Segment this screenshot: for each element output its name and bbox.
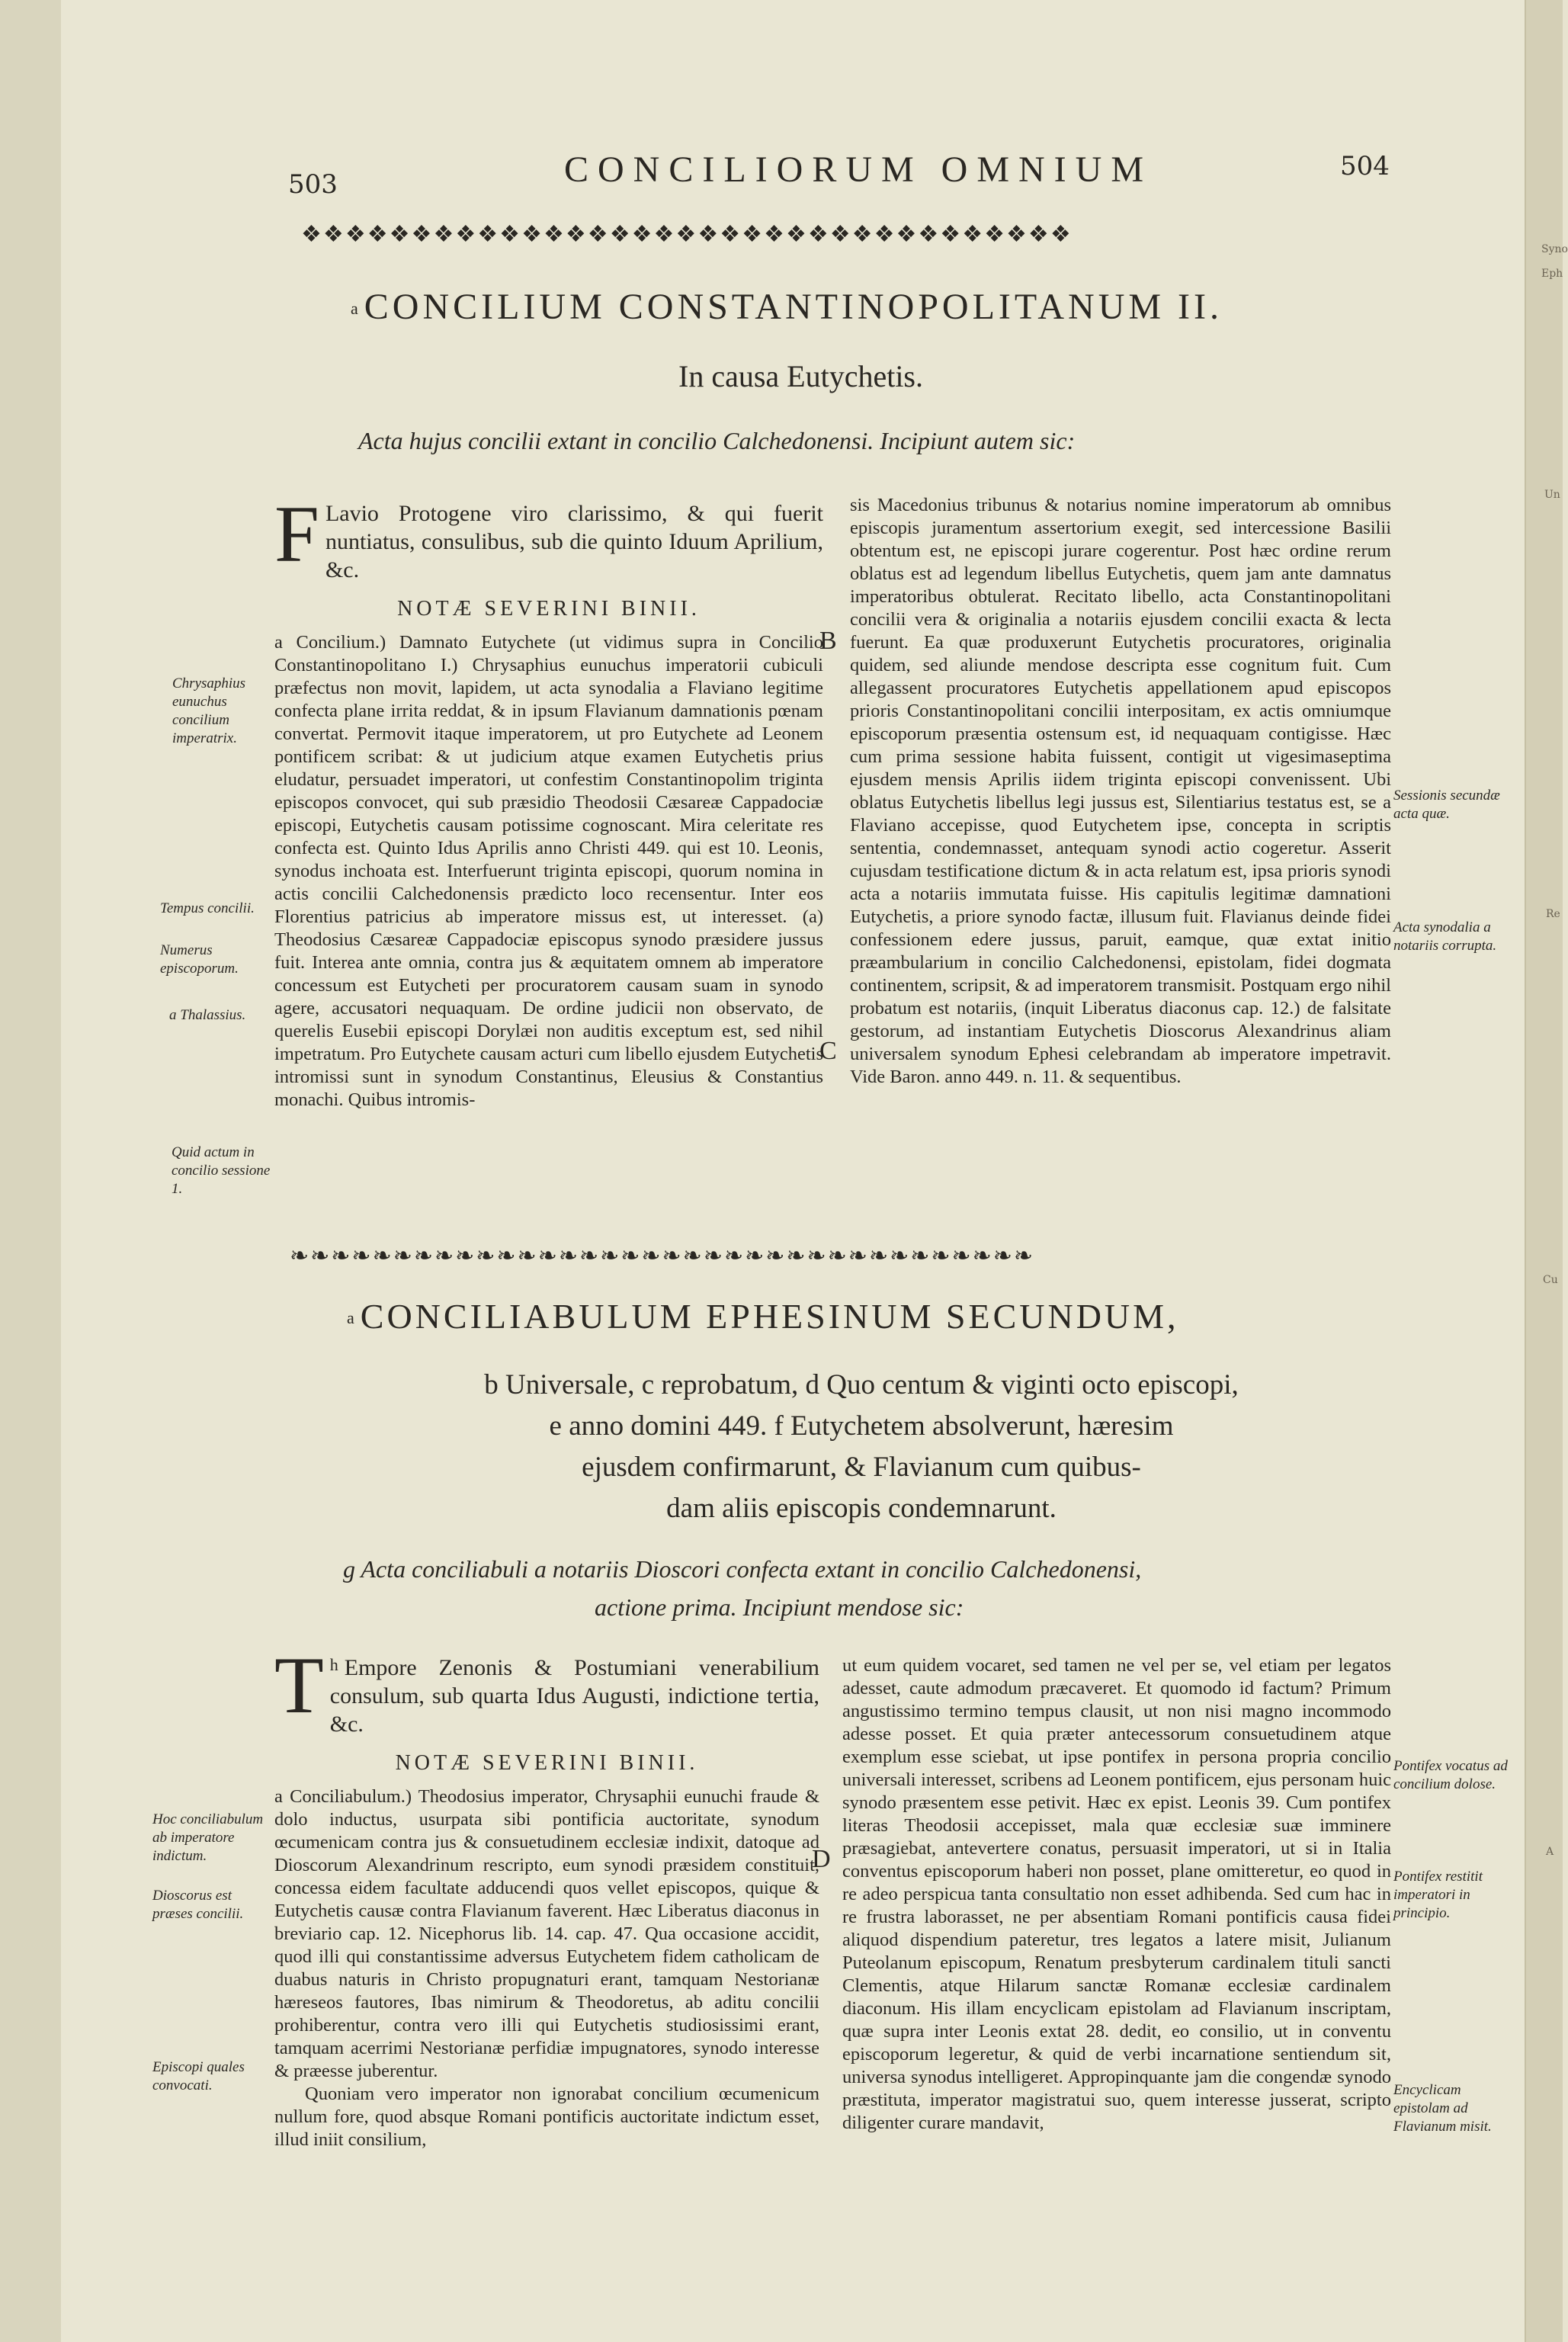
margin-note: Pontifex vocatus ad concilium dolose. bbox=[1393, 1758, 1508, 1792]
ornament-glyph: ❧ bbox=[682, 1243, 702, 1269]
ornament-glyph: ❖ bbox=[1050, 221, 1071, 248]
margin-note: Tempus concilii. bbox=[160, 900, 255, 916]
margin-note: Quid actum in concilio sessione 1. bbox=[172, 1144, 271, 1197]
edge-fragment: A bbox=[1546, 1846, 1554, 1858]
ornament-glyph: ❧ bbox=[579, 1243, 599, 1269]
ornament-glyph: ❖ bbox=[962, 221, 983, 248]
ornament-glyph: ❖ bbox=[874, 221, 895, 248]
ornament-glyph: ❖ bbox=[764, 221, 784, 248]
section2-notes-heading: NOTÆ SEVERINI BINII. bbox=[395, 1751, 699, 1775]
ornament-glyph: ❧ bbox=[745, 1243, 765, 1269]
ornament-glyph: ❖ bbox=[631, 221, 653, 248]
ornament-glyph: ❧ bbox=[890, 1243, 909, 1269]
ornament-glyph: ❧ bbox=[931, 1243, 951, 1269]
ornament-glyph: ❧ bbox=[827, 1243, 847, 1269]
section2-note-letter: a bbox=[347, 1308, 354, 1327]
ornament-glyph: ❧ bbox=[765, 1243, 785, 1269]
ornament-glyph: ❧ bbox=[455, 1243, 475, 1269]
edge-fragment: Re bbox=[1546, 908, 1560, 920]
margin-note: Pontifex restitit imperatori in principio. bbox=[1393, 1869, 1483, 1921]
ornament-band-top bbox=[301, 221, 1384, 249]
section2-subtitle-line: b Universale, c reprobatum, d Quo centum & viginti octo episcopi, bbox=[484, 1369, 1239, 1400]
ornament-glyph: ❧ bbox=[868, 1243, 889, 1269]
section2-subtitle-line: ejusdem confirmarunt, & Flavianum cum quibus- bbox=[582, 1452, 1141, 1483]
ornament-glyph: ❧ bbox=[558, 1243, 578, 1269]
ornament-glyph: ❖ bbox=[785, 221, 806, 248]
ornament-glyph: ❧ bbox=[476, 1243, 495, 1269]
ornament-glyph: ❖ bbox=[984, 221, 1005, 248]
ornament-glyph: ❖ bbox=[322, 221, 344, 248]
section2-right-column bbox=[842, 1654, 1391, 2135]
section1-acta-line: Acta hujus concilii extant in concilio Calchedonensi. Incipiunt autem sic: bbox=[358, 427, 1076, 454]
ornament-glyph: ❖ bbox=[499, 221, 521, 248]
margin-note: Sessionis secundæ acta quæ. bbox=[1393, 788, 1500, 822]
ornament-glyph: ❖ bbox=[1006, 221, 1027, 248]
margin-note: Acta synodalia a notariis corrupta. bbox=[1393, 919, 1497, 954]
ornament-glyph: ❧ bbox=[393, 1243, 412, 1269]
margin-note: Dioscorus est præses concilii. bbox=[152, 1888, 244, 1922]
section2-acta-line-2: actione prima. Incipiunt mendose sic: bbox=[595, 1593, 964, 1621]
ornament-glyph: ❖ bbox=[367, 221, 388, 248]
section2-intro bbox=[274, 1641, 819, 1738]
ornament-glyph: ❖ bbox=[940, 221, 961, 248]
section2-left-column bbox=[274, 1641, 819, 2151]
edge-fragment: Syno bbox=[1541, 243, 1568, 255]
section2-title-text: CONCILIABULUM EPHESINUM SECUNDUM, bbox=[360, 1297, 1179, 1336]
ornament-glyph: ❖ bbox=[742, 221, 763, 248]
ornament-glyph: ❧ bbox=[972, 1243, 992, 1269]
ornament-glyph: ❖ bbox=[697, 221, 719, 248]
section2-right-text: ut eum quidem vocaret, sed tamen ne vel per se, vel etiam per legatos adesset, caute admodum præcaveret. Et quomodo id factum? Primum angustissimo termino tempus clausit, ut non nisi magno incommodo adesse posset. Et quia præter antecessorum consuetudinem atque exemplum esse sciebat, ut ipse pontifex in persona propria concilio universali interesset, scribens ad Leonem pontificem, ejus personam huic synodo præsentem esse petivit. Hæc ex epist. Leonis 39. Cum pontifex literas Theodosii accepisset, mala quæ ecclesiæ suæ imminere præsagiebat, antevertere conatus, persuasit imperatori, ut si in Italia conventus episcoporum haberi non posset, plane omitteretur, eo quod in re adeo perspicua tanta consultatio non esset adhibenda. Sed cum hac in re frustra laborasset, ne per absentiam Romani pontificis causa fidei aliquod dispendium pateretur, tres legatos a latere misit, Julianum Puteolanum episcopum, Renatum presbyterum cardinalem tituli sancti Clementis, atque Hilarum sanctæ Romanæ ecclesiæ cardinalem diaconum. His illam encyclicam epistolam ad Flavianum inscriptam, quæ supra inter Leonis extat 28. dedit, eo consilio, ut in conventu episcoporum legeretur, & quid de verbi incarnatione sentiendum sit, universa synodus intelligeret. Appropinquante jam die congendæ synodo præstituta, imperator magistratui suo, quem interesse jusserat, scripto diligenter curare mandavit, bbox=[842, 1655, 1391, 2133]
section1-right-column bbox=[850, 494, 1391, 1089]
ornament-glyph: ❧ bbox=[600, 1243, 620, 1269]
edge-fragment: Cu bbox=[1543, 1274, 1558, 1286]
right-page-number: 504 bbox=[1340, 151, 1390, 181]
ornament-glyph: ❖ bbox=[411, 221, 432, 248]
ornament-glyph: ❖ bbox=[301, 221, 322, 248]
ornament-glyph: ❧ bbox=[951, 1243, 971, 1269]
binding-gutter bbox=[0, 0, 61, 2342]
ornament-glyph: ❖ bbox=[675, 221, 697, 248]
column-letter-b: B bbox=[819, 627, 837, 655]
running-title: CONCILIORUM OMNIUM bbox=[564, 149, 1153, 190]
section2-notes-text-2: Quoniam vero imperator non ignorabat concilium œcumenicum nullum fore, quod absque Romani pontificis auctoritate indictum esset, illud iniit consilium, bbox=[274, 2084, 819, 2150]
ornament-glyph: ❖ bbox=[918, 221, 939, 248]
ornament-glyph: ❖ bbox=[807, 221, 829, 248]
section1-notes-heading: NOTÆ SEVERINI BINII. bbox=[397, 597, 701, 621]
margin-note: Numerus episcoporum. bbox=[160, 942, 239, 977]
section1-intro bbox=[274, 489, 823, 584]
section1-note-letter: a bbox=[351, 299, 358, 318]
ornament-glyph: ❧ bbox=[662, 1243, 681, 1269]
margin-note: Encyclicam epistolam ad Flavianum misit. bbox=[1393, 2082, 1492, 2135]
ornament-glyph: ❧ bbox=[641, 1243, 661, 1269]
ornament-glyph: ❧ bbox=[434, 1243, 454, 1269]
ornament-glyph: ❧ bbox=[372, 1243, 392, 1269]
left-page-number: 503 bbox=[288, 169, 338, 200]
ornament-glyph: ❖ bbox=[829, 221, 851, 248]
ornament-glyph: ❖ bbox=[543, 221, 564, 248]
ornament-glyph: ❧ bbox=[806, 1243, 826, 1269]
ornament-glyph: ❧ bbox=[310, 1243, 330, 1269]
ornament-glyph: ❧ bbox=[723, 1243, 744, 1269]
section1-intro-text: Lavio Protogene viro clarissimo, & qui fuerit nuntiatus, consulibus, sub die quinto Iduum Aprilium, &c. bbox=[325, 501, 823, 582]
section2-intro-text: Empore Zenonis & Postumiani venerabilium consulum, sub quarta Idus Augusti, indictione tertia, &c. bbox=[329, 1655, 819, 1737]
ornament-glyph: ❧ bbox=[331, 1243, 351, 1269]
section2-notes-text: a Conciliabulum.) Theodosius imperator, Chrysaphii eunuchi fraude & dolo inductus, usurpata sibi pontificia auctoritate, synodum œcumenicam contra jus & consuetudinem ecclesiæ indixit, datoque ad Dioscorum Alexandrinum rescripto, eum synodi præsidem constituit, concessa eidem facultate adducendi quos vellet episcopos, quique & Eutychetis causæ contra Flavianum faverent. Hæc Liberatus diaconus in breviario cap. 12. Nicephorus lib. 14. cap. 47. Qua occasione accidit, quod illi qui constantissime adversus Eutychetem fidem catholicam de duabus naturis in Christo propugnaturi erant, tamquam Nestorianæ hæreseos fautores, Ibas nimirum & Theodoretus, ab aditu concilii prohiberentur, contra vero illi qui Eutychetis studiosissimi erant, tamquam acerrimi Nestorianæ perfidiæ impugnatores, synodo interesse & præesse juberentur. bbox=[274, 1786, 819, 2081]
section1-notes-text: a Concilium.) Damnato Eutychete (ut vidimus supra in Concilio Constantinopolitano I.) Chrysaphius eunuchus imperatorii cubiculi præfectus non movit, lapidem, ut acta synodalia a Flaviano legitime confecta plane irrita reddat, & in ipsum Flavianum damnationis pœnam convertat. Permovit itaque imperatorem, ut pro Eutychete ad Leonem pontificem scribat: & ut judicium atque examen Eutychetis prius eludatur, persuadet imperatori, ut confestim Constantinopolim triginta episcopos convocet, qui sub præsidio Theodosii Cæsareæ Cappadociæ episcopi, Eutychetis causam potissime cognoscant. Mira celeritate res confecta est. Quinto Idus Aprilis anno Christi 449. qui est 10. Leonis, synodus inchoata est. Interfuerunt triginta episcopi, quorum nomina in actis concilii Calchedonensis prædicto loco recensentur. Inter eos Florentius patricius ab imperatore missus est, ut interesset. (a) Theodosius Cæsareæ Cappadociæ episcopus synodo præsidere jussus fuit. Interea ante omnia, contra jus & æquitatem omnem ab imperatore concessum est Eutycheti per procuratorem causam suam in synodo agere, accusatori nequaquam. De ordine judicii non observato, de querelis Eusebii episcopi Dorylæi non auditis exceptum est, sed nihil impetratum. Pro Eutychete causam acturi cum libello ejusdem Eutychetis intromissi sunt in synodum Constantinus, Eleusius & Constantius monachi. Quibus intromis- bbox=[274, 632, 823, 1110]
ornament-band-middle bbox=[290, 1243, 1403, 1270]
column-letter-d: D bbox=[812, 1845, 831, 1873]
ornament-glyph: ❧ bbox=[620, 1243, 640, 1269]
ornament-glyph: ❖ bbox=[851, 221, 873, 248]
ornament-glyph: ❖ bbox=[1028, 221, 1049, 248]
ornament-glyph: ❧ bbox=[517, 1243, 537, 1269]
ornament-glyph: ❧ bbox=[1013, 1243, 1034, 1269]
ornament-glyph: ❧ bbox=[786, 1243, 806, 1269]
ornament-glyph: ❖ bbox=[653, 221, 675, 248]
margin-note: Hoc conciliabulum ab imperatore indictum. bbox=[152, 1811, 264, 1864]
ornament-glyph: ❖ bbox=[521, 221, 542, 248]
next-page-edge bbox=[1525, 0, 1568, 2342]
ornament-glyph: ❖ bbox=[455, 221, 476, 248]
dropcap-t: T bbox=[274, 1641, 324, 1730]
section1-title-text: CONCILIUM CONSTANTINOPOLITANUM II. bbox=[364, 287, 1223, 327]
ornament-glyph: ❧ bbox=[537, 1243, 557, 1269]
ornament-glyph: ❧ bbox=[703, 1243, 723, 1269]
ornament-glyph: ❧ bbox=[413, 1243, 433, 1269]
section2-acta-line-1: g Acta conciliabuli a notariis Dioscori confecta extant in concilio Calchedonensi, bbox=[343, 1555, 1142, 1583]
ornament-glyph: ❖ bbox=[565, 221, 586, 248]
edge-fragment: Un bbox=[1544, 489, 1560, 501]
ornament-glyph: ❧ bbox=[910, 1243, 930, 1269]
ornament-glyph: ❖ bbox=[345, 221, 366, 248]
section1-right-text: sis Macedonius tribunus & notarius nomine imperatorum ab omnibus episcopis juramentum assertorium exegit, sed intercessione Basilii obtentum est, ne episcopi jurare cogerentur. Post hæc ordine rerum oblatus est ad legendum libellus Eutychetis, quem jam ante damnatus imperatoribus obtulerat. Recitato libello, acta Constantinopolitani concilii vera & originalia a notariis ejusdem concilii exacta & lecta fuerunt. Ea quæ produxerunt Eutychetis procuratores, originalia quidem, sed aliunde mendose descripta esse cognitum fuit. Cum allegassent procuratores Eutychetis appellationem apud episcopos prioris Constantinopolitani concilii interpositam, ex actis omniumque episcoporum præsentia ostensum est, id nequaquam contigisse. Hæc cum prima sessione habita fuissent, contigit ut vigesimaseptima ejusdem mensis Aprilis iidem triginta episcopi convenissent. Ubi oblatus Eutychetis libellus legi jussus est, Silentiarius testatus est, se a Flaviano accepisse, quod Eutychetem ipse, concepta in scriptis sententia, condemnasset, antequam synodi actio cogeretur. Asserit cujusdam testificatione dictum & in acta relatum est, ipsa prioris synodi acta a notariis immutata fuisse. His capitulis legitimæ damnationi Eutychetis, a priore synodo factæ, illusum fuit. Flavianus deinde fidei confessionem edere jussus, paruit, eamque, quæ extat initio præambularium in concilio Calchedonensi, epistolam, fidei dogmata continentem, scripsit, & ad imperatorem transmisit. Postquam ergo nihil probatum est notariis, (inquit Liberatus diaconus cap. 12.) de falsitate gestorum, ad instantiam Eutychetis Dioscorus Alexandrinus aliam universalem synodum Ephesi celebrandam ab imperatore impetravit. Vide Baron. anno 449. n. 11. & sequentibus. bbox=[850, 495, 1391, 1087]
ornament-glyph: ❖ bbox=[587, 221, 608, 248]
ornament-glyph: ❧ bbox=[290, 1243, 309, 1269]
ornament-glyph: ❖ bbox=[433, 221, 454, 248]
section2-subtitle bbox=[290, 1365, 1433, 1529]
section1-subtitle: In causa Eutychetis. bbox=[678, 359, 923, 393]
edge-fragment: Eph bbox=[1541, 268, 1563, 280]
margin-note: Episcopi quales convocati. bbox=[152, 2059, 245, 2093]
column-letter-c: C bbox=[819, 1037, 837, 1065]
ornament-glyph: ❧ bbox=[992, 1243, 1012, 1269]
ornament-glyph: ❖ bbox=[609, 221, 630, 248]
ornament-glyph: ❖ bbox=[389, 221, 410, 248]
section2-intro-note-letter: h bbox=[329, 1655, 338, 1674]
section1-title bbox=[351, 286, 1223, 328]
section2-subtitle-line: e anno domini 449. f Eutychetem absolverunt, hæresim bbox=[549, 1410, 1174, 1442]
ornament-glyph: ❧ bbox=[496, 1243, 516, 1269]
section2-subtitle-line: dam aliis episcopis condemnarunt. bbox=[666, 1493, 1057, 1524]
ornament-glyph: ❖ bbox=[477, 221, 499, 248]
section2-title bbox=[347, 1296, 1179, 1336]
ornament-glyph: ❖ bbox=[720, 221, 741, 248]
dropcap-f: F bbox=[274, 489, 319, 579]
ornament-glyph: ❖ bbox=[896, 221, 917, 248]
ornament-glyph: ❧ bbox=[351, 1243, 371, 1269]
section1-left-column bbox=[274, 489, 823, 1112]
ornament-glyph: ❧ bbox=[848, 1243, 867, 1269]
margin-note: a Thalassius. bbox=[169, 1007, 246, 1023]
margin-note: Chrysaphius eunuchus concilium imperatrix. bbox=[172, 675, 246, 746]
